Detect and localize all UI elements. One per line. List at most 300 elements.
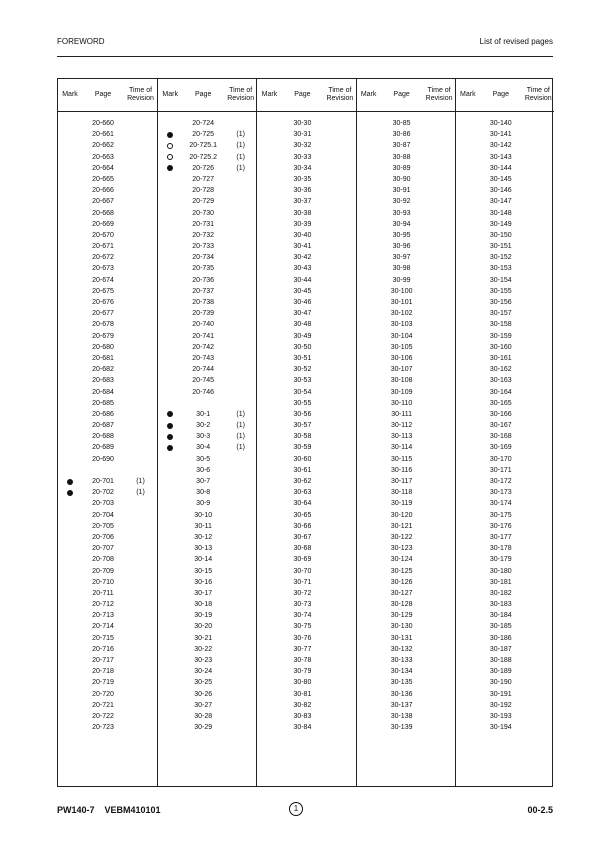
page-cell: 30-147 [489, 198, 512, 206]
mark-cell [58, 118, 82, 129]
mark-cell [357, 610, 381, 621]
mark-cell [58, 566, 82, 577]
table-row [257, 174, 355, 185]
page-cell: 30-191 [489, 690, 512, 698]
table-row [357, 666, 455, 677]
page-cell: 30-10 [194, 511, 213, 519]
page-cell: 30-28 [194, 712, 213, 720]
page-cell: 30-34 [293, 164, 312, 172]
page-cell: 20-677 [92, 310, 114, 318]
mark-cell [58, 353, 82, 364]
mark-cell [456, 689, 480, 700]
page-cell: 30-66 [293, 522, 312, 530]
mark-cell [58, 510, 82, 521]
column-header-row [357, 79, 455, 112]
page-cell: 30-8 [196, 489, 211, 497]
page-cell: 30-131 [390, 634, 413, 642]
table-row [257, 308, 355, 319]
mark-cell [257, 420, 281, 431]
table-row [58, 521, 157, 532]
mark-cell [357, 297, 381, 308]
page-cell: 30-135 [390, 679, 413, 687]
mark-cell [58, 532, 82, 543]
table-row [58, 409, 157, 420]
page-cell: 30-140 [489, 120, 512, 127]
page-cell: 30-1 [196, 410, 211, 418]
mark-cell [257, 588, 281, 599]
column-header-time: Time of Revision [524, 87, 552, 102]
table-row [58, 342, 157, 353]
table-row [58, 722, 157, 733]
table-row [456, 118, 554, 129]
table-row [357, 252, 455, 263]
table-row [456, 487, 554, 498]
table-row [357, 454, 455, 465]
page-cell: 30-110 [390, 399, 413, 407]
page-cell: 30-114 [390, 444, 413, 452]
page-cell: 30-144 [489, 164, 512, 172]
table-row [257, 185, 355, 196]
page-cell: 30-23 [194, 657, 213, 664]
table-row [456, 465, 554, 476]
table-row [158, 599, 256, 610]
table-row [456, 398, 554, 409]
mark-cell [257, 252, 281, 263]
mark-cell [357, 599, 381, 610]
mark-cell [257, 621, 281, 632]
mark-cell [456, 621, 480, 632]
mark-cell [456, 219, 480, 230]
table-row [456, 375, 554, 386]
page-cell: 30-187 [489, 645, 512, 653]
table-row [58, 163, 157, 174]
mark-cell [158, 521, 182, 532]
mark-cell [257, 655, 281, 666]
page-cell: 30-180 [489, 567, 512, 575]
table-row [357, 655, 455, 666]
mark-cell [456, 152, 480, 163]
mark-cell [456, 599, 480, 610]
table-row [257, 230, 355, 241]
table-row [58, 610, 157, 621]
table-row [456, 554, 554, 565]
page-cell: 20-715 [92, 634, 114, 642]
table-row [158, 297, 256, 308]
page-cell: 30-65 [293, 511, 312, 519]
page-cell: 30-72 [293, 589, 312, 597]
page-cell: 30-67 [293, 533, 312, 541]
mark-cell [456, 140, 480, 151]
page-cell: 30-98 [392, 265, 411, 273]
mark-cell [58, 689, 82, 700]
table-row [257, 252, 355, 263]
table-row [257, 610, 355, 621]
table-column-group [157, 79, 256, 786]
page-cell: 20-673 [92, 265, 114, 273]
page-cell: 30-117 [390, 478, 413, 485]
column-header-mark: Mark [360, 91, 377, 98]
mark-cell [158, 633, 182, 644]
page-cell: 20-686 [92, 410, 114, 418]
table-row [456, 319, 554, 330]
mark-cell [58, 286, 82, 297]
page-cell: 30-37 [293, 198, 312, 206]
filled-circle-icon [67, 490, 73, 496]
table-row [257, 286, 355, 297]
page-cell: 20-690 [92, 455, 114, 463]
mark-cell [257, 689, 281, 700]
table-row [456, 230, 554, 241]
table-row [456, 297, 554, 308]
table-row [456, 689, 554, 700]
mark-cell [158, 241, 182, 252]
table-row [58, 588, 157, 599]
page-cell: 30-119 [390, 500, 413, 508]
page-cell: 30-154 [489, 276, 512, 284]
page-cell: 30-149 [489, 220, 512, 228]
mark-cell [456, 722, 480, 733]
column-header-row [58, 79, 157, 112]
table-row [257, 275, 355, 286]
table-row [58, 543, 157, 554]
page-cell: 20-746 [192, 388, 215, 396]
mark-cell [357, 577, 381, 588]
page-cell: 30-63 [293, 489, 312, 497]
mark-cell [456, 375, 480, 386]
mark-cell [158, 599, 182, 610]
page-cell: 30-151 [489, 243, 512, 251]
table-row [357, 308, 455, 319]
table-row [456, 420, 554, 431]
table-row [456, 152, 554, 163]
table-row [257, 297, 355, 308]
mark-cell [58, 431, 82, 442]
mark-cell [158, 230, 182, 241]
mark-cell [257, 174, 281, 185]
mark-cell [456, 319, 480, 330]
page-cell: 30-172 [489, 478, 512, 485]
page-cell: 30-90 [392, 175, 411, 183]
table-row [58, 454, 157, 465]
page-cell: 30-124 [390, 556, 413, 564]
mark-cell [158, 252, 182, 263]
table-row [456, 588, 554, 599]
page-cell: 30-12 [194, 533, 213, 541]
table-row [257, 633, 355, 644]
page-cell: 30-47 [293, 310, 312, 318]
filled-circle-icon [167, 434, 173, 440]
table-row [456, 722, 554, 733]
revised-pages-table [57, 78, 553, 787]
mark-cell [158, 342, 182, 353]
mark-cell [456, 677, 480, 688]
mark-cell [456, 543, 480, 554]
mark-cell [158, 364, 182, 375]
table-row [257, 655, 355, 666]
page-cell: 30-62 [293, 478, 312, 485]
page-cell: 20-725 [192, 131, 215, 139]
page-cell: 20-688 [92, 433, 114, 441]
table-row [456, 521, 554, 532]
mark-cell [158, 219, 182, 230]
page-cell: 20-739 [192, 310, 215, 318]
page-cell: 30-100 [390, 287, 413, 295]
page-cell: 30-122 [390, 533, 413, 541]
mark-cell [58, 275, 82, 286]
table-row [257, 644, 355, 655]
mark-cell [357, 700, 381, 711]
page-cell: 20-670 [92, 231, 114, 239]
table-row [456, 442, 554, 453]
page-cell: 20-711 [92, 589, 114, 597]
table-row [58, 219, 157, 230]
table-row [357, 420, 455, 431]
table-row [58, 644, 157, 655]
table-row [257, 420, 355, 431]
mark-cell [58, 543, 82, 554]
mark-cell [58, 644, 82, 655]
revision-cell: (1) [236, 164, 245, 172]
mark-cell [158, 543, 182, 554]
page-cell: 30-44 [293, 276, 312, 284]
page-cell: 30-133 [390, 657, 413, 664]
table-row [357, 364, 455, 375]
table-row [257, 476, 355, 487]
page-cell: 30-174 [489, 500, 512, 508]
page-cell: 30-162 [489, 366, 512, 374]
mark-cell [357, 711, 381, 722]
table-row [456, 252, 554, 263]
mark-cell [456, 554, 480, 565]
table-row [158, 208, 256, 219]
mark-cell [58, 140, 82, 151]
page-cell: 30-112 [390, 422, 413, 430]
table-row [158, 577, 256, 588]
mark-cell [357, 621, 381, 632]
header-page-title: List of revised pages [479, 37, 553, 46]
mark-cell [456, 163, 480, 174]
page-cell: 30-9 [196, 500, 211, 508]
table-row [357, 700, 455, 711]
mark-cell [357, 275, 381, 286]
table-row [58, 655, 157, 666]
table-row [257, 319, 355, 330]
revision-cell: (1) [236, 444, 245, 452]
table-row [58, 387, 157, 398]
mark-cell [158, 498, 182, 509]
page-cell: 20-720 [92, 690, 114, 698]
page-cell: 20-727 [192, 175, 215, 183]
mark-cell [257, 185, 281, 196]
mark-cell [456, 208, 480, 219]
table-row [158, 621, 256, 632]
table-row [357, 543, 455, 554]
table-row [456, 621, 554, 632]
table-row [357, 163, 455, 174]
page-cell: 30-136 [390, 690, 413, 698]
table-row [158, 331, 256, 342]
open-circle-icon [167, 154, 173, 160]
mark-cell [456, 275, 480, 286]
table-row [58, 319, 157, 330]
page-cell: 20-678 [92, 321, 114, 329]
mark-cell [158, 174, 182, 185]
page-cell: 30-93 [392, 209, 411, 217]
mark-cell [357, 375, 381, 386]
table-row [257, 118, 355, 129]
table-row [158, 375, 256, 386]
table-row [357, 722, 455, 733]
table-row [58, 498, 157, 509]
page-cell: 30-166 [489, 410, 512, 418]
page-cell: 20-668 [92, 209, 114, 217]
column-header-row [257, 79, 355, 112]
table-rows [456, 118, 554, 733]
page-cell: 30-57 [293, 422, 312, 430]
page-cell: 30-148 [489, 209, 512, 217]
mark-cell [58, 554, 82, 565]
mark-cell [357, 252, 381, 263]
table-row [158, 442, 256, 453]
table-row [158, 431, 256, 442]
table-row [158, 230, 256, 241]
page-cell: 20-744 [192, 366, 215, 374]
mark-cell [158, 700, 182, 711]
page-cell: 20-743 [192, 354, 215, 362]
page-cell: 20-672 [92, 254, 114, 262]
page-cell: 20-683 [92, 377, 114, 385]
mark-cell [456, 230, 480, 241]
mark-cell [257, 342, 281, 353]
mark-cell [158, 331, 182, 342]
page-cell: 30-116 [390, 466, 413, 474]
page-cell: 30-15 [194, 567, 213, 575]
table-row [257, 498, 355, 509]
table-row [158, 342, 256, 353]
table-row [456, 532, 554, 543]
table-column-group [356, 79, 455, 786]
table-row [357, 208, 455, 219]
page-cell: 30-125 [390, 567, 413, 575]
mark-cell [357, 655, 381, 666]
page-cell: 20-725.1 [189, 142, 217, 150]
table-row [357, 319, 455, 330]
table-row [158, 521, 256, 532]
page-cell: 30-186 [489, 634, 512, 642]
mark-cell [357, 510, 381, 521]
table-row [257, 442, 355, 453]
page-cell: 30-88 [392, 153, 411, 161]
page-cell: 30-39 [293, 220, 312, 228]
mark-cell [456, 185, 480, 196]
table-row [357, 599, 455, 610]
table-row [456, 196, 554, 207]
table-row [58, 431, 157, 442]
mark-cell [456, 342, 480, 353]
page-cell: 30-130 [390, 623, 413, 631]
page-cell: 30-143 [489, 153, 512, 161]
table-row [257, 465, 355, 476]
revision-cell: (1) [236, 142, 245, 150]
mark-cell [257, 263, 281, 274]
mark-cell [456, 487, 480, 498]
page-cell: 20-745 [192, 377, 215, 385]
page-cell: 20-682 [92, 366, 114, 374]
table-row [357, 610, 455, 621]
mark-cell [257, 241, 281, 252]
table-row [357, 621, 455, 632]
mark-cell [257, 521, 281, 532]
mark-cell [257, 118, 281, 129]
table-row [158, 700, 256, 711]
mark-cell [456, 118, 480, 129]
table-row [456, 700, 554, 711]
mark-cell [257, 554, 281, 565]
mark-cell [456, 364, 480, 375]
page-cell: 20-714 [92, 623, 114, 631]
table-row [357, 118, 455, 129]
mark-cell [158, 566, 182, 577]
mark-cell [257, 498, 281, 509]
table-row [257, 566, 355, 577]
mark-cell [357, 319, 381, 330]
mark-cell [158, 185, 182, 196]
page-cell: 30-170 [489, 455, 512, 463]
table-row [456, 387, 554, 398]
page-cell: 20-664 [92, 164, 114, 172]
page-cell: 30-137 [390, 701, 413, 709]
page-cell: 30-192 [489, 701, 512, 709]
table-row [456, 599, 554, 610]
page-cell: 30-173 [489, 489, 512, 497]
table-row [158, 319, 256, 330]
table-row [456, 498, 554, 509]
table-row [158, 487, 256, 498]
table-row [158, 152, 256, 163]
table-rows [158, 118, 256, 733]
mark-cell [357, 364, 381, 375]
page-cell: 30-80 [293, 679, 312, 687]
table-row [58, 286, 157, 297]
table-row [58, 700, 157, 711]
revision-cell: (1) [236, 422, 245, 430]
mark-cell [257, 487, 281, 498]
table-row [58, 331, 157, 342]
table-row [456, 241, 554, 252]
mark-cell [158, 554, 182, 565]
table-row [456, 644, 554, 655]
table-row [158, 588, 256, 599]
table-row [357, 196, 455, 207]
mark-cell [456, 454, 480, 465]
mark-cell [158, 666, 182, 677]
page-cell: 20-702 [92, 489, 114, 497]
table-row [257, 375, 355, 386]
mark-cell [357, 342, 381, 353]
mark-cell [456, 588, 480, 599]
table-row [357, 588, 455, 599]
table-row [257, 666, 355, 677]
table-row [257, 208, 355, 219]
table-row [58, 476, 157, 487]
mark-cell [158, 375, 182, 386]
mark-cell [456, 465, 480, 476]
page-cell: 30-60 [293, 455, 312, 463]
mark-cell [58, 398, 82, 409]
table-row [257, 543, 355, 554]
page-cell: 20-671 [92, 243, 114, 251]
mark-cell [456, 420, 480, 431]
